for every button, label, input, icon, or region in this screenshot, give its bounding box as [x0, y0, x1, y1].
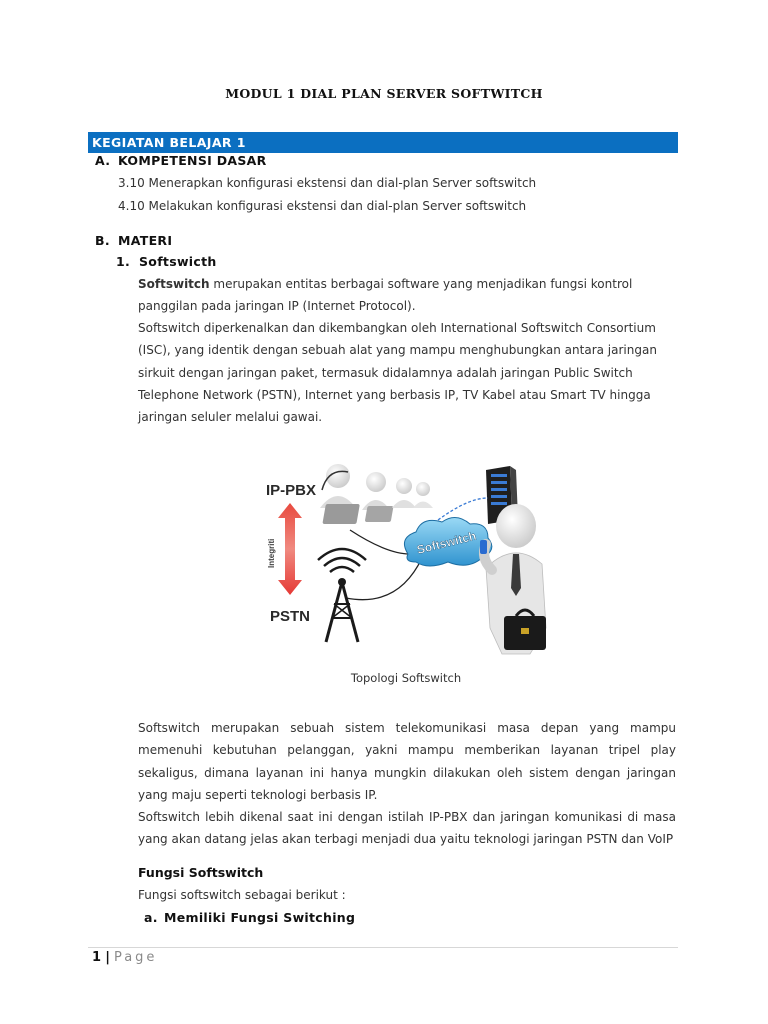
fungsi-item-label: Memiliki Fungsi Switching — [164, 910, 356, 925]
term-softswitch: Softswitch — [138, 277, 210, 291]
fungsi-item-marker: a. — [144, 910, 158, 925]
label-integriti: Integriti — [267, 538, 276, 568]
operators-icon — [320, 464, 433, 524]
section-bar: KEGIATAN BELAJAR 1 — [88, 132, 678, 153]
antenna-tower-icon — [318, 549, 366, 642]
label-ip-pbx: IP-PBX — [266, 482, 317, 499]
subheading-label: Softswicth — [139, 254, 217, 269]
businessman-icon — [480, 504, 546, 654]
page-number: 1 — [92, 950, 102, 965]
paragraph-softswitch-history: Softswitch diperkenalkan dan dikembangkan oleh International Softswitch Consortium (ISC), yang identik dengan sebuah alat yang mampu menghubungkan antara jaringan sirkuit dengan jaringan paket, termasuk didalamnya adalah jaringan Public Switch Telephone Network (PSTN), Internet yang berbasis IP, TV Kabel atau Smart TV hingga jaringan seluler melalui gawai. — [138, 321, 657, 425]
footer-divider — [88, 947, 678, 948]
topology-figure — [258, 458, 554, 660]
paragraph-softswitch-definition — [138, 273, 676, 318]
paragraph-softswitch-ippbx: Softswitch lebih dikenal saat ini dengan istilah IP-PBX dan jaringan komunikasi di masa yang akan datang jelas akan terbagi menjadi dua yaitu teknologi jaringan PSTN dan VoIP — [138, 810, 676, 847]
heading-label: KOMPETENSI DASAR — [118, 153, 267, 168]
fungsi-intro: Fungsi softswitch sebagai berikut : — [138, 888, 346, 902]
page-word: Page — [113, 950, 158, 965]
paragraph-text: merupakan entitas berbagai software yang menjadikan fungsi kontrol panggilan pada jaringan IP (Internet Protocol). — [138, 277, 633, 314]
heading-marker: B. — [95, 233, 110, 248]
heading-kompetensi — [95, 153, 267, 168]
integrity-arrow — [267, 503, 302, 595]
subheading-marker: 1. — [116, 254, 131, 269]
heading-marker: A. — [95, 153, 111, 168]
footer-separator: | — [105, 950, 110, 965]
softswitch-cloud — [404, 517, 491, 566]
heading-label: MATERI — [118, 233, 173, 248]
topology-illustration — [258, 458, 554, 660]
kompetensi-item-1: 3.10 Menerapkan konfigurasi ekstensi dan dial-plan Server softswitch — [118, 176, 537, 190]
paragraph-softswitch-system: Softswitch merupakan sebuah sistem telekomunikasi masa depan yang mampu memenuhi kebutuhan pelanggan, yakni mampu memberikan layanan tripel play sekaligus, dimana layanan ini hanya mungkin dilakukan oleh sistem dengan jaringan yang maju seperti teknologi berbasis IP. — [138, 721, 676, 802]
heading-materi — [95, 233, 172, 248]
cloud-label: Softswitch — [415, 528, 478, 557]
page-title: MODUL 1 DIAL PLAN SERVER SOFTWITCH — [225, 86, 543, 101]
page-footer — [92, 950, 157, 965]
subheading-softswitch — [116, 254, 217, 269]
figure-caption: Topologi Softswitch — [350, 671, 462, 685]
fungsi-item-a — [144, 910, 355, 925]
label-pstn: PSTN — [270, 608, 311, 625]
heading-fungsi-softswitch: Fungsi Softswitch — [138, 865, 264, 880]
kompetensi-item-2: 4.10 Melakukan konfigurasi ekstensi dan dial-plan Server softswitch — [118, 199, 527, 213]
